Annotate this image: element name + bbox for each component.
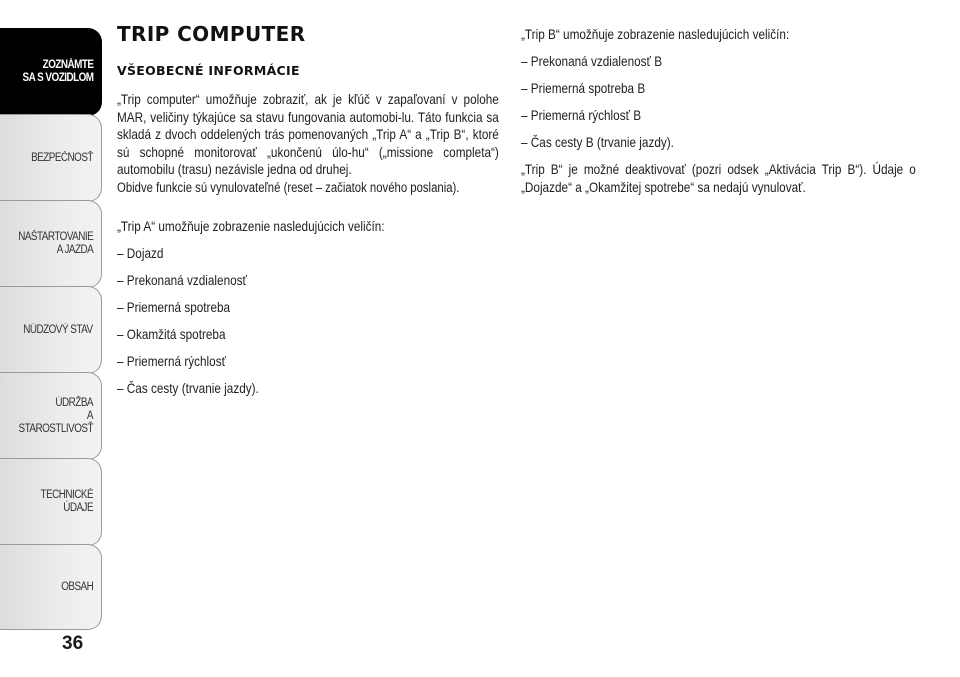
tab-label: TECHNICKÉ ÚDAJE xyxy=(40,489,93,514)
left-body xyxy=(117,91,499,398)
tab-bezpecnost[interactable] xyxy=(0,114,102,202)
list-item: – Prekonaná vzdialenosť xyxy=(117,272,247,288)
list-item: – Čas cesty B (trvanie jazdy). xyxy=(521,134,674,150)
page-number: 36 xyxy=(62,633,84,654)
trip-b-note: „Trip B“ je možné deaktivovať (pozri odsek „Aktivácia Trip B“). Údaje o „Dojazde“ a „Okamžitej spotrebe“ sa nedajú vynulovať. xyxy=(521,161,916,195)
list-item: – Dojazd xyxy=(117,245,164,261)
reset-note: Obidve funkcie sú vynulovateľné (reset – začiatok nového poslania). xyxy=(117,179,460,195)
right-body xyxy=(521,26,916,196)
list-item: – Priemerná rýchlosť B xyxy=(521,107,642,123)
intro-paragraph: „Trip computer“ umožňuje zobraziť, ak je kľúč v zapaľovaní v polohe MAR, veličiny týkajúce sa stavu fungovania automobi-lu. Táto funkcia sa skladá z dvoch oddelených trás pomenovaných „Trip A“ a „Trip B“, ktoré sú schopné monitorovať „ukončenú úlo-hu“ („missione completa“) automobilu (trasu) nezávisle jedna od druhej. xyxy=(117,91,499,177)
list-item: – Priemerná rýchlosť xyxy=(117,353,226,369)
tab-technicke-udaje[interactable] xyxy=(0,458,102,546)
tab-obsah[interactable] xyxy=(0,544,102,630)
section-heading: VŠEOBECNÉ INFORMÁCIE xyxy=(117,62,300,78)
tab-label: BEZPEČNOSŤ xyxy=(31,151,93,164)
tab-label: NÚDZOVÝ STAV xyxy=(23,323,93,336)
tab-nastartovanie-a-jazda[interactable] xyxy=(0,200,102,288)
list-item: – Priemerná spotreba xyxy=(117,299,231,315)
tab-nudzovy-stav[interactable] xyxy=(0,286,102,374)
list-item: – Priemerná spotreba B xyxy=(521,80,646,96)
tab-label: NAŠTARTOVANIE A JAZDA xyxy=(17,231,93,256)
left-column xyxy=(117,22,499,407)
tab-label: ÚDRŽBA A STAROSTLIVOSŤ xyxy=(18,396,94,435)
list-item: – Prekonaná vzdialenosť B xyxy=(521,53,663,69)
right-column xyxy=(521,26,916,196)
list-item: – Okamžitá spotreba xyxy=(117,326,226,342)
page-title: TRIP COMPUTER xyxy=(117,22,306,46)
tab-label: OBSAH xyxy=(60,580,93,593)
tab-udrzba-a-starostlivost[interactable] xyxy=(0,372,102,460)
tab-zoznamte-sa-s-vozidlom[interactable] xyxy=(0,28,102,116)
trip-b-intro: „Trip B“ umožňuje zobrazenie nasledujúcich veličín: xyxy=(521,26,790,42)
trip-a-intro: „Trip A“ umožňuje zobrazenie nasledujúcich veličín: xyxy=(117,218,385,234)
tab-label: ZOZNÁMTE SA S VOZIDLOM xyxy=(22,59,93,84)
list-item: – Čas cesty (trvanie jazdy). xyxy=(117,380,259,396)
